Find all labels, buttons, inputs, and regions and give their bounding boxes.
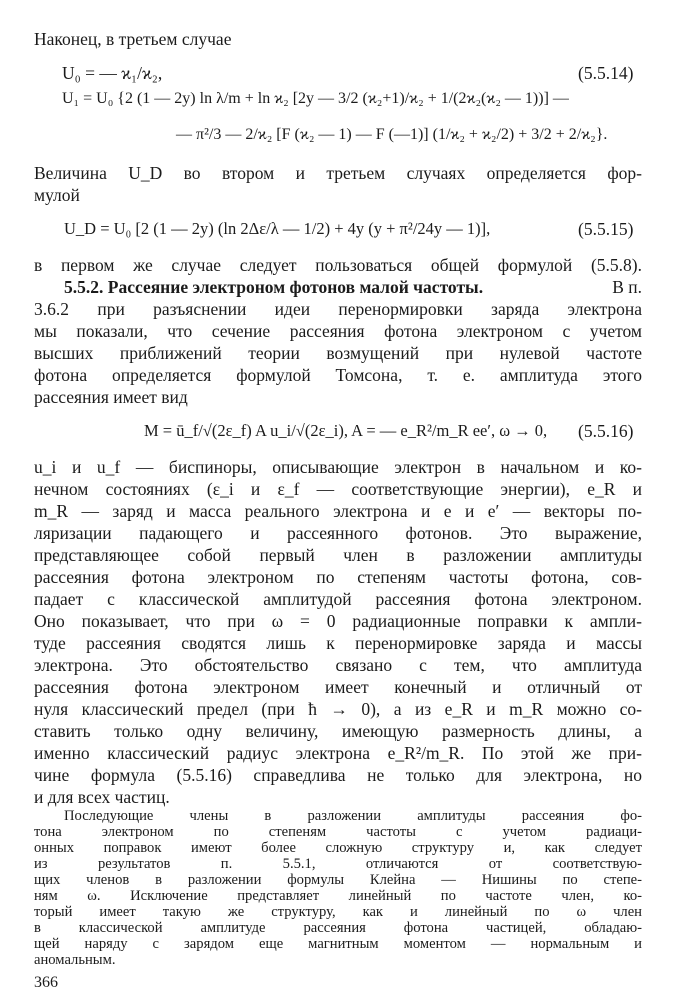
text-line: представляющее собой первый член в разложении амплитуды	[34, 545, 642, 565]
equation-5-5-14-line-2: U₁ = U₀ {2 (1 — 2y) ln λ/m + ln ϰ₂ [2y — 3/2 (ϰ₂+1)/ϰ₂ + 1/(2ϰ₂(ϰ₂ — 1))] —	[62, 90, 569, 107]
text-line: В п.	[612, 277, 642, 297]
text-line: Последующие члены в разложении амплитуды рассеяния фо-	[64, 808, 642, 824]
text-line: из результатов п. 5.5.1, отличаются от соответствую-	[34, 856, 642, 872]
text-line: в первом же случае следует пользоваться общей формулой (5.5.8).	[34, 255, 642, 275]
text-line: именно классический радиус электрона e_R²/m_R. По этой же при-	[34, 743, 642, 763]
equation-5-5-14-line-3: — π²/3 — 2/ϰ₂ [F (ϰ₂ — 1) — F (—1)] (1/ϰ₂ + ϰ₂/2) + 3/2 + 2/ϰ₂}.	[176, 126, 608, 143]
intro-text: Наконец, в третьем случае	[34, 29, 232, 49]
equation-number: (5.5.14)	[578, 63, 634, 83]
text-line: аномальным.	[34, 952, 116, 968]
text-line: падает с классической амплитудой рассеяния фотона электроном.	[34, 589, 642, 609]
text-line: тона электроном по степеням частоты с учетом радиаци-	[34, 824, 642, 840]
section-heading-line	[64, 276, 642, 298]
equation-number: (5.5.15)	[578, 219, 634, 239]
text-line: нуля классический предел (при ħ → 0), а из e_R и m_R можно со-	[34, 699, 642, 719]
text-line: Величина U_D во втором и третьем случаях определяется фор-	[34, 163, 642, 183]
text-line: рассеяния имеет вид	[34, 387, 188, 407]
text-line: ставить только одну величину, имеющую размерность длины, а	[34, 721, 642, 741]
text-line: рассеяния фотона электроном по степеням частоты фотона, сов-	[34, 567, 642, 587]
text-line: мулой	[34, 185, 80, 205]
text-line: ням ω. Исключение представляет линейный по частоте член, ко-	[34, 888, 642, 904]
text-line: m_R — заряд и масса реального электрона и e и e′ — векторы по-	[34, 501, 642, 521]
text-line: фотона определяется формулой Томсона, т. е. амплитуда этого	[34, 365, 642, 385]
equation-5-5-14-line-1: U₀ = — ϰ₁/ϰ₂,	[62, 63, 163, 83]
text-line: торый имеет такую же структуру, как и линейный по ω член	[34, 904, 642, 920]
text-line: u_i и u_f — биспиноры, описывающие электрон в начальном и ко-	[34, 457, 642, 477]
text-line: мы показали, что сечение рассеяния фотона электроном с учетом	[34, 321, 642, 341]
equation-5-5-15-body: U_D = U₀ [2 (1 — 2y) (ln 2Δε/λ — 1/2) + 4y (y + π²/24y — 1)],	[64, 219, 491, 238]
text-line: щих членов в разложении формулы Клейна — Нишины по степе-	[34, 872, 642, 888]
text-line: высших приближений теории возмущений при нулевой частоте	[34, 343, 642, 363]
text-line: нечном состояниях (ε_i и ε_f — соответствующие энергии), e_R и	[34, 479, 642, 499]
equation-number: (5.5.16)	[578, 421, 634, 441]
section-number: 5.5.2.	[64, 277, 104, 297]
text-line: и для всех частиц.	[34, 787, 170, 807]
text-line: электрона. Это обстоятельство связано с тем, что амплитуда	[34, 655, 642, 675]
text-line: щей наряду с зарядом еще магнитным моментом — нормальным и	[34, 936, 642, 952]
text-line: чине формула (5.5.16) справедлива не только для электрона, но	[34, 765, 642, 785]
page-number: 366	[34, 974, 58, 991]
text-line: туде рассеяния сводятся лишь к перенормировке заряда и массы	[34, 633, 642, 653]
text-line: в классической амплитуде рассеяния фотона частицей, обладаю-	[34, 920, 642, 936]
text-line: онных поправок имеют более сложную структуру и, как следует	[34, 840, 642, 856]
equation-5-5-16-body: M = ū_f/√(2ε_f) A u_i/√(2ε_i), A = — e_R²/m_R ee′, ω → 0,	[144, 421, 548, 440]
text-line: 3.6.2 при разъяснении идеи перенормировки заряда электрона	[34, 299, 642, 319]
section-title: Рассеяние электроном фотонов малой частоты.	[107, 277, 484, 297]
text-line: Оно показывает, что при ω = 0 радиационные поправки к ампли-	[34, 611, 642, 631]
text-line: ляризации падающего и рассеянного фотонов. Это выражение,	[34, 523, 642, 543]
text-line: рассеяния фотона электроном имеет конечный и отличный от	[34, 677, 642, 697]
